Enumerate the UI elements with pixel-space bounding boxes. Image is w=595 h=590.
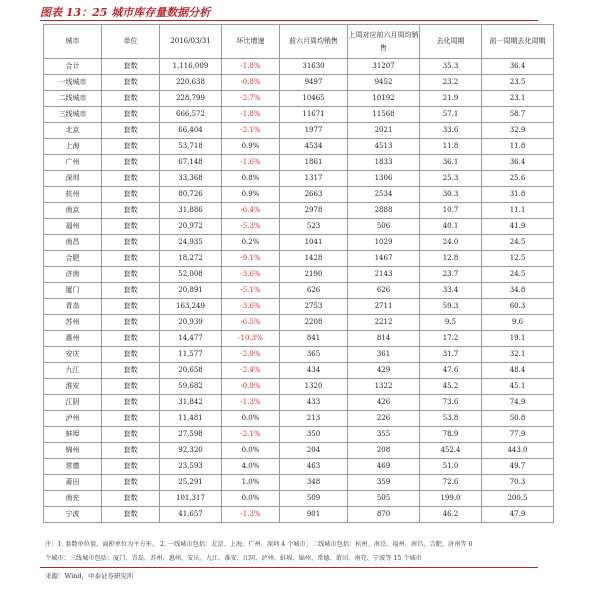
cell-prev-destocking-cycle: 24.5 bbox=[482, 235, 554, 251]
cell-city: 莆田 bbox=[44, 475, 102, 491]
cell-inventory: 25,291 bbox=[160, 475, 222, 491]
cell-city: 南充 bbox=[44, 491, 102, 507]
cell-destocking-cycle: 199.0 bbox=[420, 491, 482, 507]
cell-destocking-cycle: 53.8 bbox=[420, 411, 482, 427]
cell-prev-week-six-month-sales: 1833 bbox=[348, 155, 420, 171]
cell-prev-destocking-cycle: 31.8 bbox=[482, 187, 554, 203]
cell-mom-growth: -1.8% bbox=[222, 107, 280, 123]
cell-prev-week-six-month-sales: 4513 bbox=[348, 139, 420, 155]
table-row bbox=[44, 187, 554, 203]
cell-six-month-weekly-sales: 10465 bbox=[280, 91, 348, 107]
cell-destocking-cycle: 36.1 bbox=[420, 155, 482, 171]
header-6m-weekly-sales: 前六月周均销售 bbox=[280, 25, 348, 59]
cell-prev-destocking-cycle: 23.1 bbox=[482, 91, 554, 107]
cell-mom-growth: -1.3% bbox=[222, 395, 280, 411]
cell-prev-week-six-month-sales: 361 bbox=[348, 347, 420, 363]
cell-mom-growth: -2.4% bbox=[222, 363, 280, 379]
cell-prev-destocking-cycle: 11.8 bbox=[482, 139, 554, 155]
cell-prev-destocking-cycle: 49.7 bbox=[482, 459, 554, 475]
cell-prev-destocking-cycle: 47.9 bbox=[482, 507, 554, 523]
cell-six-month-weekly-sales: 2978 bbox=[280, 203, 348, 219]
cell-mom-growth: -6.4% bbox=[222, 203, 280, 219]
cell-destocking-cycle: 73.6 bbox=[420, 395, 482, 411]
cell-prev-week-six-month-sales: 1029 bbox=[348, 235, 420, 251]
cell-prev-destocking-cycle: 34.8 bbox=[482, 283, 554, 299]
cell-prev-week-six-month-sales: 1306 bbox=[348, 171, 420, 187]
cell-prev-week-six-month-sales: 505 bbox=[348, 491, 420, 507]
cell-unit: 套数 bbox=[102, 491, 160, 507]
cell-mom-growth: -2.7% bbox=[222, 91, 280, 107]
table-row bbox=[44, 219, 554, 235]
cell-city: 九江 bbox=[44, 363, 102, 379]
cell-city: 上海 bbox=[44, 139, 102, 155]
cell-city: 蚌埠 bbox=[44, 427, 102, 443]
table-row bbox=[44, 491, 554, 507]
cell-unit: 套数 bbox=[102, 171, 160, 187]
table-row bbox=[44, 347, 554, 363]
cell-mom-growth: -5.1% bbox=[222, 283, 280, 299]
cell-destocking-cycle: 17.2 bbox=[420, 331, 482, 347]
cell-unit: 套数 bbox=[102, 475, 160, 491]
cell-six-month-weekly-sales: 1041 bbox=[280, 235, 348, 251]
cell-destocking-cycle: 23.2 bbox=[420, 75, 482, 91]
table-row bbox=[44, 299, 554, 315]
table-row bbox=[44, 283, 554, 299]
cell-prev-week-six-month-sales: 2143 bbox=[348, 267, 420, 283]
cell-destocking-cycle: 10.7 bbox=[420, 203, 482, 219]
cell-city: 苏州 bbox=[44, 315, 102, 331]
cell-inventory: 27,598 bbox=[160, 427, 222, 443]
cell-inventory: 52,008 bbox=[160, 267, 222, 283]
cell-inventory: 228,799 bbox=[160, 91, 222, 107]
footnote-line-1: 注：1. 套数单位套，面积单位为平方米。 2. 一线城市包括：北京、上海、广州、深圳 4 个城市；二线城市包括：杭州、南京、福州、南昌、合肥、济南等 6 bbox=[45, 541, 473, 548]
cell-inventory: 101,317 bbox=[160, 491, 222, 507]
footnote-line-2: 个城市；三线城市包括：厦门、青岛、苏州、惠州、安庆、九江、淮安、江阴、泸州、蚌埠、锦州、常德、莆田、南充、宁波等 15 个城市 bbox=[45, 555, 422, 562]
cell-prev-week-six-month-sales: 2021 bbox=[348, 123, 420, 139]
cell-destocking-cycle: 24.0 bbox=[420, 235, 482, 251]
cell-city: 泸州 bbox=[44, 411, 102, 427]
cell-destocking-cycle: 33.4 bbox=[420, 283, 482, 299]
cell-unit: 套数 bbox=[102, 75, 160, 91]
cell-six-month-weekly-sales: 523 bbox=[280, 219, 348, 235]
table-row bbox=[44, 411, 554, 427]
cell-prev-destocking-cycle: 70.3 bbox=[482, 475, 554, 491]
table-body bbox=[44, 59, 554, 523]
table-row bbox=[44, 331, 554, 347]
cell-prev-destocking-cycle: 58.7 bbox=[482, 107, 554, 123]
cell-unit: 套数 bbox=[102, 427, 160, 443]
header-inventory-date: 2016/03/31 bbox=[160, 25, 222, 59]
cell-destocking-cycle: 46.2 bbox=[420, 507, 482, 523]
cell-destocking-cycle: 21.9 bbox=[420, 91, 482, 107]
cell-inventory: 66,404 bbox=[160, 123, 222, 139]
cell-inventory: 220,638 bbox=[160, 75, 222, 91]
cell-six-month-weekly-sales: 901 bbox=[280, 507, 348, 523]
cell-prev-week-six-month-sales: 506 bbox=[348, 219, 420, 235]
header-prev-destocking-cycle: 前一周期去化周期 bbox=[482, 25, 554, 59]
table-row bbox=[44, 171, 554, 187]
cell-mom-growth: -3.6% bbox=[222, 299, 280, 315]
table-row bbox=[44, 75, 554, 91]
cell-mom-growth: 4.0% bbox=[222, 459, 280, 475]
cell-six-month-weekly-sales: 509 bbox=[280, 491, 348, 507]
cell-city: 厦门 bbox=[44, 283, 102, 299]
cell-inventory: 18,272 bbox=[160, 251, 222, 267]
cell-mom-growth: -2.1% bbox=[222, 123, 280, 139]
cell-prev-week-six-month-sales: 31207 bbox=[348, 59, 420, 75]
cell-six-month-weekly-sales: 365 bbox=[280, 347, 348, 363]
cell-prev-week-six-month-sales: 11568 bbox=[348, 107, 420, 123]
cell-inventory: 33,368 bbox=[160, 171, 222, 187]
cell-city: 惠州 bbox=[44, 331, 102, 347]
cell-prev-destocking-cycle: 32.9 bbox=[482, 123, 554, 139]
cell-prev-destocking-cycle: 60.3 bbox=[482, 299, 554, 315]
cell-prev-week-six-month-sales: 2888 bbox=[348, 203, 420, 219]
cell-unit: 套数 bbox=[102, 459, 160, 475]
cell-prev-week-six-month-sales: 10192 bbox=[348, 91, 420, 107]
cell-destocking-cycle: 57.1 bbox=[420, 107, 482, 123]
table-row bbox=[44, 139, 554, 155]
cell-mom-growth: 1.0% bbox=[222, 475, 280, 491]
cell-six-month-weekly-sales: 433 bbox=[280, 395, 348, 411]
cell-city: 南昌 bbox=[44, 235, 102, 251]
cell-six-month-weekly-sales: 1428 bbox=[280, 251, 348, 267]
cell-unit: 套数 bbox=[102, 251, 160, 267]
table-row bbox=[44, 427, 554, 443]
cell-city: 安庆 bbox=[44, 347, 102, 363]
cell-prev-week-six-month-sales: 355 bbox=[348, 427, 420, 443]
cell-mom-growth: -1.3% bbox=[222, 507, 280, 523]
cell-prev-week-six-month-sales: 870 bbox=[348, 507, 420, 523]
cell-prev-week-six-month-sales: 226 bbox=[348, 411, 420, 427]
cell-city: 宁波 bbox=[44, 507, 102, 523]
cell-mom-growth: -5.3% bbox=[222, 219, 280, 235]
cell-six-month-weekly-sales: 434 bbox=[280, 363, 348, 379]
table-row bbox=[44, 379, 554, 395]
cell-inventory: 20,939 bbox=[160, 315, 222, 331]
cell-unit: 套数 bbox=[102, 395, 160, 411]
cell-unit: 套数 bbox=[102, 203, 160, 219]
cell-mom-growth: 0.8% bbox=[222, 171, 280, 187]
cell-six-month-weekly-sales: 204 bbox=[280, 443, 348, 459]
figure-title: 图表 13：25 城市库存量数据分析 bbox=[40, 6, 211, 19]
cell-destocking-cycle: 452.4 bbox=[420, 443, 482, 459]
cell-six-month-weekly-sales: 1977 bbox=[280, 123, 348, 139]
cell-mom-growth: -1.6% bbox=[222, 155, 280, 171]
table-row bbox=[44, 507, 554, 523]
cell-inventory: 11,577 bbox=[160, 347, 222, 363]
cell-city: 淮安 bbox=[44, 379, 102, 395]
cell-prev-week-six-month-sales: 2534 bbox=[348, 187, 420, 203]
cell-prev-week-six-month-sales: 426 bbox=[348, 395, 420, 411]
cell-prev-week-six-month-sales: 1322 bbox=[348, 379, 420, 395]
cell-unit: 套数 bbox=[102, 507, 160, 523]
cell-six-month-weekly-sales: 463 bbox=[280, 459, 348, 475]
cell-six-month-weekly-sales: 350 bbox=[280, 427, 348, 443]
cell-mom-growth: -9.1% bbox=[222, 251, 280, 267]
cell-prev-week-six-month-sales: 429 bbox=[348, 363, 420, 379]
table-row bbox=[44, 203, 554, 219]
header-prev-week-6m-sales bbox=[348, 25, 420, 59]
cell-inventory: 31,842 bbox=[160, 395, 222, 411]
cell-mom-growth: -3.6% bbox=[222, 267, 280, 283]
cell-city: 北京 bbox=[44, 123, 102, 139]
cell-unit: 套数 bbox=[102, 267, 160, 283]
table-row bbox=[44, 155, 554, 171]
cell-destocking-cycle: 35.3 bbox=[420, 59, 482, 75]
cell-destocking-cycle: 78.9 bbox=[420, 427, 482, 443]
table-row bbox=[44, 395, 554, 411]
table-row bbox=[44, 475, 554, 491]
cell-six-month-weekly-sales: 1320 bbox=[280, 379, 348, 395]
cell-prev-destocking-cycle: 11.1 bbox=[482, 203, 554, 219]
cell-inventory: 20,891 bbox=[160, 283, 222, 299]
header-city: 城市 bbox=[44, 25, 102, 59]
cell-prev-destocking-cycle: 19.1 bbox=[482, 331, 554, 347]
cell-inventory: 67,148 bbox=[160, 155, 222, 171]
table-row bbox=[44, 123, 554, 139]
header-mom-growth: 环比增速 bbox=[222, 25, 280, 59]
cell-destocking-cycle: 30.3 bbox=[420, 187, 482, 203]
cell-prev-destocking-cycle: 443.0 bbox=[482, 443, 554, 459]
cell-six-month-weekly-sales: 1317 bbox=[280, 171, 348, 187]
table-row bbox=[44, 443, 554, 459]
cell-unit: 套数 bbox=[102, 91, 160, 107]
cell-inventory: 1,116,009 bbox=[160, 59, 222, 75]
cell-unit: 套数 bbox=[102, 155, 160, 171]
cell-city: 深圳 bbox=[44, 171, 102, 187]
cell-six-month-weekly-sales: 31630 bbox=[280, 59, 348, 75]
cell-prev-destocking-cycle: 32.1 bbox=[482, 347, 554, 363]
cell-mom-growth: 0.0% bbox=[222, 443, 280, 459]
cell-inventory: 31,886 bbox=[160, 203, 222, 219]
cell-six-month-weekly-sales: 348 bbox=[280, 475, 348, 491]
title-rule bbox=[40, 20, 538, 21]
cell-destocking-cycle: 40.1 bbox=[420, 219, 482, 235]
cell-mom-growth: 0.9% bbox=[222, 187, 280, 203]
cell-mom-growth: 0.0% bbox=[222, 491, 280, 507]
cell-destocking-cycle: 12.8 bbox=[420, 251, 482, 267]
cell-prev-destocking-cycle: 200.5 bbox=[482, 491, 554, 507]
source-rule bbox=[40, 567, 538, 568]
cell-destocking-cycle: 72.6 bbox=[420, 475, 482, 491]
cell-destocking-cycle: 25.3 bbox=[420, 171, 482, 187]
inventory-table bbox=[43, 24, 554, 523]
cell-prev-destocking-cycle: 36.4 bbox=[482, 155, 554, 171]
footnote bbox=[45, 538, 553, 566]
table-row bbox=[44, 267, 554, 283]
cell-destocking-cycle: 51.0 bbox=[420, 459, 482, 475]
cell-six-month-weekly-sales: 2208 bbox=[280, 315, 348, 331]
cell-six-month-weekly-sales: 4534 bbox=[280, 139, 348, 155]
cell-mom-growth: -0.8% bbox=[222, 75, 280, 91]
cell-six-month-weekly-sales: 9497 bbox=[280, 75, 348, 91]
cell-unit: 套数 bbox=[102, 347, 160, 363]
cell-prev-destocking-cycle: 24.5 bbox=[482, 267, 554, 283]
cell-unit: 套数 bbox=[102, 107, 160, 123]
cell-prev-destocking-cycle: 50.8 bbox=[482, 411, 554, 427]
cell-prev-week-six-month-sales: 359 bbox=[348, 475, 420, 491]
cell-unit: 套数 bbox=[102, 139, 160, 155]
cell-six-month-weekly-sales: 11671 bbox=[280, 107, 348, 123]
table-row bbox=[44, 363, 554, 379]
cell-destocking-cycle: 45.2 bbox=[420, 379, 482, 395]
cell-unit: 套数 bbox=[102, 59, 160, 75]
table-row bbox=[44, 251, 554, 267]
table-row bbox=[44, 107, 554, 123]
cell-six-month-weekly-sales: 1861 bbox=[280, 155, 348, 171]
cell-six-month-weekly-sales: 841 bbox=[280, 331, 348, 347]
cell-prev-destocking-cycle: 48.4 bbox=[482, 363, 554, 379]
cell-destocking-cycle: 33.6 bbox=[420, 123, 482, 139]
cell-inventory: 41,657 bbox=[160, 507, 222, 523]
cell-mom-growth: 0.2% bbox=[222, 235, 280, 251]
cell-inventory: 53,718 bbox=[160, 139, 222, 155]
cell-inventory: 20,972 bbox=[160, 219, 222, 235]
cell-six-month-weekly-sales: 2663 bbox=[280, 187, 348, 203]
cell-prev-destocking-cycle: 9.6 bbox=[482, 315, 554, 331]
cell-mom-growth: -2.9% bbox=[222, 347, 280, 363]
source-note: 来源：Wind，中泰证券研究所 bbox=[45, 572, 134, 580]
cell-city: 二线城市 bbox=[44, 91, 102, 107]
cell-unit: 套数 bbox=[102, 123, 160, 139]
cell-mom-growth: -0.9% bbox=[222, 379, 280, 395]
cell-unit: 套数 bbox=[102, 363, 160, 379]
cell-inventory: 92,320 bbox=[160, 443, 222, 459]
cell-prev-destocking-cycle: 74.9 bbox=[482, 395, 554, 411]
cell-destocking-cycle: 47.6 bbox=[420, 363, 482, 379]
cell-prev-destocking-cycle: 36.4 bbox=[482, 59, 554, 75]
cell-unit: 套数 bbox=[102, 235, 160, 251]
cell-city: 合计 bbox=[44, 59, 102, 75]
cell-mom-growth: 0.0% bbox=[222, 411, 280, 427]
cell-prev-destocking-cycle: 41.9 bbox=[482, 219, 554, 235]
cell-prev-destocking-cycle: 12.5 bbox=[482, 251, 554, 267]
cell-city: 广州 bbox=[44, 155, 102, 171]
cell-destocking-cycle: 31.7 bbox=[420, 347, 482, 363]
cell-mom-growth: -10.3% bbox=[222, 331, 280, 347]
table-row bbox=[44, 59, 554, 75]
cell-six-month-weekly-sales: 626 bbox=[280, 283, 348, 299]
cell-inventory: 80,726 bbox=[160, 187, 222, 203]
cell-mom-growth: -2.1% bbox=[222, 427, 280, 443]
cell-inventory: 24,935 bbox=[160, 235, 222, 251]
header-destocking-cycle: 去化周期 bbox=[420, 25, 482, 59]
cell-city: 福州 bbox=[44, 219, 102, 235]
cell-unit: 套数 bbox=[102, 219, 160, 235]
cell-city: 锦州 bbox=[44, 443, 102, 459]
cell-prev-week-six-month-sales: 2711 bbox=[348, 299, 420, 315]
cell-prev-week-six-month-sales: 626 bbox=[348, 283, 420, 299]
cell-city: 一线城市 bbox=[44, 75, 102, 91]
cell-mom-growth: -1.8% bbox=[222, 59, 280, 75]
cell-mom-growth: 0.9% bbox=[222, 139, 280, 155]
cell-prev-week-six-month-sales: 1467 bbox=[348, 251, 420, 267]
cell-destocking-cycle: 11.8 bbox=[420, 139, 482, 155]
cell-prev-week-six-month-sales: 469 bbox=[348, 459, 420, 475]
cell-unit: 套数 bbox=[102, 187, 160, 203]
cell-inventory: 20,658 bbox=[160, 363, 222, 379]
cell-six-month-weekly-sales: 213 bbox=[280, 411, 348, 427]
cell-city: 杭州 bbox=[44, 187, 102, 203]
table-row bbox=[44, 315, 554, 331]
cell-unit: 套数 bbox=[102, 411, 160, 427]
cell-unit: 套数 bbox=[102, 379, 160, 395]
cell-unit: 套数 bbox=[102, 283, 160, 299]
cell-inventory: 666,572 bbox=[160, 107, 222, 123]
table-row bbox=[44, 459, 554, 475]
cell-inventory: 163,249 bbox=[160, 299, 222, 315]
header-unit: 单位 bbox=[102, 25, 160, 59]
cell-unit: 套数 bbox=[102, 299, 160, 315]
cell-prev-week-six-month-sales: 208 bbox=[348, 443, 420, 459]
table-row bbox=[44, 91, 554, 107]
cell-inventory: 59,682 bbox=[160, 379, 222, 395]
cell-destocking-cycle: 9.5 bbox=[420, 315, 482, 331]
cell-six-month-weekly-sales: 2753 bbox=[280, 299, 348, 315]
cell-prev-destocking-cycle: 23.5 bbox=[482, 75, 554, 91]
cell-unit: 套数 bbox=[102, 331, 160, 347]
cell-city: 常德 bbox=[44, 459, 102, 475]
table-row bbox=[44, 235, 554, 251]
cell-city: 合肥 bbox=[44, 251, 102, 267]
cell-city: 三线城市 bbox=[44, 107, 102, 123]
cell-city: 江阴 bbox=[44, 395, 102, 411]
cell-inventory: 23,593 bbox=[160, 459, 222, 475]
cell-unit: 套数 bbox=[102, 443, 160, 459]
cell-prev-destocking-cycle: 45.1 bbox=[482, 379, 554, 395]
cell-prev-week-six-month-sales: 9452 bbox=[348, 75, 420, 91]
table-header-row bbox=[44, 25, 554, 59]
cell-prev-week-six-month-sales: 814 bbox=[348, 331, 420, 347]
cell-city: 济南 bbox=[44, 267, 102, 283]
cell-inventory: 11,481 bbox=[160, 411, 222, 427]
cell-city: 青岛 bbox=[44, 299, 102, 315]
cell-unit: 套数 bbox=[102, 315, 160, 331]
cell-six-month-weekly-sales: 2190 bbox=[280, 267, 348, 283]
cell-inventory: 14,477 bbox=[160, 331, 222, 347]
cell-city: 南京 bbox=[44, 203, 102, 219]
cell-mom-growth: -6.5% bbox=[222, 315, 280, 331]
cell-prev-week-six-month-sales: 2212 bbox=[348, 315, 420, 331]
cell-destocking-cycle: 23.7 bbox=[420, 267, 482, 283]
cell-destocking-cycle: 59.3 bbox=[420, 299, 482, 315]
cell-prev-destocking-cycle: 25.6 bbox=[482, 171, 554, 187]
header-prev-week-6m-sales-label: 上周对应前六月周均销售 bbox=[348, 30, 419, 52]
cell-prev-destocking-cycle: 77.9 bbox=[482, 427, 554, 443]
